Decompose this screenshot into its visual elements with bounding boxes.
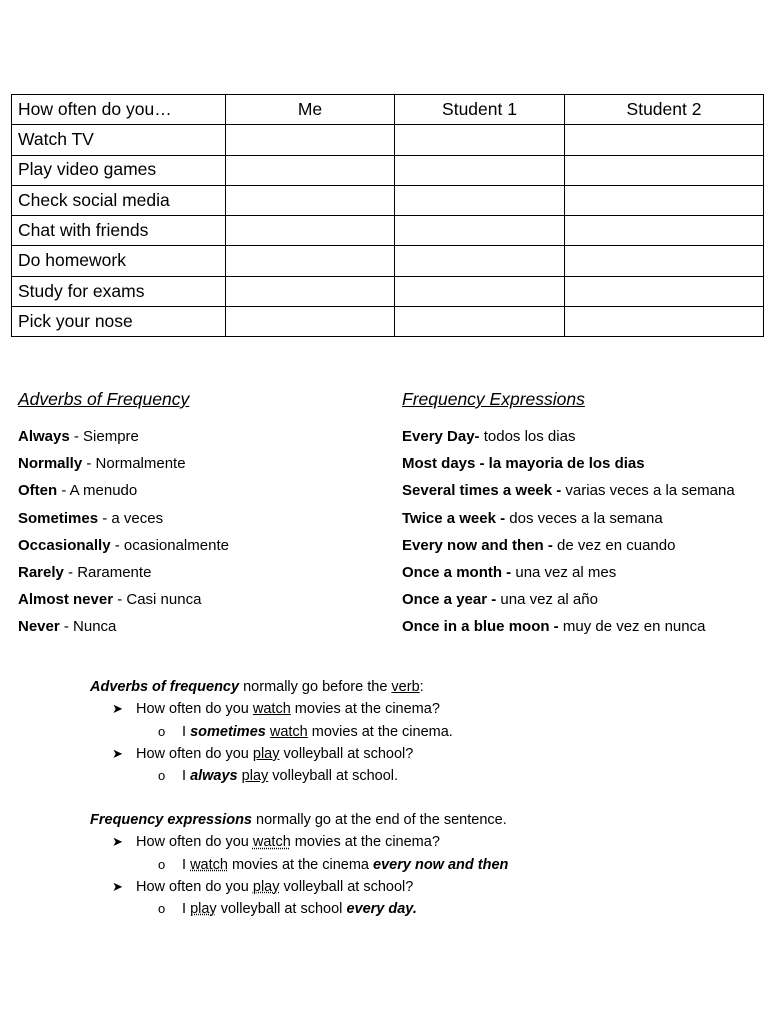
example-answer: o I play volleyball at school every day. xyxy=(90,898,508,920)
circle-bullet-icon: o xyxy=(158,768,166,784)
list-item: Normally - Normalmente xyxy=(18,455,186,473)
answer-cell-me[interactable] xyxy=(226,185,395,215)
list-item: Rarely - Raramente xyxy=(18,563,152,581)
answer-cell-student-2[interactable] xyxy=(565,216,764,246)
answer-cell-student-2[interactable] xyxy=(565,155,764,185)
table-row xyxy=(12,185,764,215)
answer-cell-me[interactable] xyxy=(226,307,395,337)
example-question: ➤ How often do you watch movies at the cinema? xyxy=(90,698,453,720)
expressions-title: Frequency Expressions xyxy=(402,389,585,409)
example-answer: o I sometimes watch movies at the cinema. xyxy=(90,721,453,743)
list-item: Several times a week - varias veces a la semana xyxy=(402,482,735,500)
rule-line: Frequency expressions normally go at the end of the sentence. xyxy=(90,812,507,828)
activity-label: Check social media xyxy=(12,185,226,215)
answer-cell-student-1[interactable] xyxy=(395,276,565,306)
list-item: Once in a blue moon - muy de vez en nunca xyxy=(402,618,706,636)
activity-label: Watch TV xyxy=(12,125,226,155)
answer-cell-student-1[interactable] xyxy=(395,216,565,246)
list-item: Most days - la mayoria de los dias xyxy=(402,455,645,473)
adverbs-title: Adverbs of Frequency xyxy=(18,389,190,409)
table-row xyxy=(12,216,764,246)
table-row xyxy=(12,155,764,185)
answer-cell-student-1[interactable] xyxy=(395,246,565,276)
circle-bullet-icon: o xyxy=(158,856,166,872)
list-item: Often - A menudo xyxy=(18,482,138,500)
answer-cell-student-1[interactable] xyxy=(395,125,565,155)
list-item: Every now and then - de vez en cuando xyxy=(402,536,676,554)
table-row xyxy=(12,276,764,306)
table-header-row xyxy=(12,95,764,125)
list-item: Every Day- todos los dias xyxy=(402,428,576,445)
arrow-bullet-icon: ➤ xyxy=(112,878,123,894)
rule-line: Adverbs of frequency normally go before the verb: xyxy=(90,679,424,695)
table-row xyxy=(12,125,764,155)
answer-cell-student-1[interactable] xyxy=(395,185,565,215)
activity-label: Study for exams xyxy=(12,276,226,306)
header-student-2: Student 2 xyxy=(565,95,764,125)
answer-cell-student-1[interactable] xyxy=(395,155,565,185)
activity-label: Pick your nose xyxy=(12,307,226,337)
example-question: ➤ How often do you play volleyball at school? xyxy=(90,876,508,898)
header-me: Me xyxy=(226,95,395,125)
list-item: Once a year - una vez al año xyxy=(402,591,598,609)
answer-cell-student-1[interactable] xyxy=(395,307,565,337)
frequency-expressions-list xyxy=(402,388,735,645)
answer-cell-student-2[interactable] xyxy=(565,307,764,337)
list-item: Sometimes - a veces xyxy=(18,509,164,527)
frequency-survey-table xyxy=(11,94,764,337)
adverbs-of-frequency-list xyxy=(18,388,229,645)
circle-bullet-icon: o xyxy=(158,901,166,917)
adverbs-usage-notes xyxy=(90,676,453,787)
example-question: ➤ How often do you play volleyball at school? xyxy=(90,743,453,765)
expressions-usage-notes xyxy=(90,809,508,920)
arrow-bullet-icon: ➤ xyxy=(112,745,123,761)
arrow-bullet-icon: ➤ xyxy=(112,834,123,850)
answer-cell-me[interactable] xyxy=(226,125,395,155)
activity-label: Chat with friends xyxy=(12,216,226,246)
answer-cell-student-2[interactable] xyxy=(565,246,764,276)
answer-cell-student-2[interactable] xyxy=(565,276,764,306)
example-answer: o I always play volleyball at school. xyxy=(90,765,453,787)
circle-bullet-icon: o xyxy=(158,723,166,739)
header-question: How often do you… xyxy=(12,95,226,125)
answer-cell-student-2[interactable] xyxy=(565,125,764,155)
list-item: Occasionally - ocasionalmente xyxy=(18,536,229,554)
list-item: Once a month - una vez al mes xyxy=(402,563,617,581)
activity-label: Do homework xyxy=(12,246,226,276)
table-row xyxy=(12,307,764,337)
list-item: Almost never - Casi nunca xyxy=(18,591,202,609)
answer-cell-me[interactable] xyxy=(226,246,395,276)
example-question: ➤ How often do you watch movies at the cinema? xyxy=(90,831,508,853)
list-item: Always - Siempre xyxy=(18,428,139,445)
example-answer: o I watch movies at the cinema every now and then xyxy=(90,854,508,876)
table-row xyxy=(12,246,764,276)
list-item: Twice a week - dos veces a la semana xyxy=(402,509,663,527)
answer-cell-me[interactable] xyxy=(226,276,395,306)
answer-cell-me[interactable] xyxy=(226,216,395,246)
header-student-1: Student 1 xyxy=(395,95,565,125)
arrow-bullet-icon: ➤ xyxy=(112,701,123,717)
answer-cell-student-2[interactable] xyxy=(565,185,764,215)
answer-cell-me[interactable] xyxy=(226,155,395,185)
list-item: Never - Nunca xyxy=(18,618,117,636)
activity-label: Play video games xyxy=(12,155,226,185)
